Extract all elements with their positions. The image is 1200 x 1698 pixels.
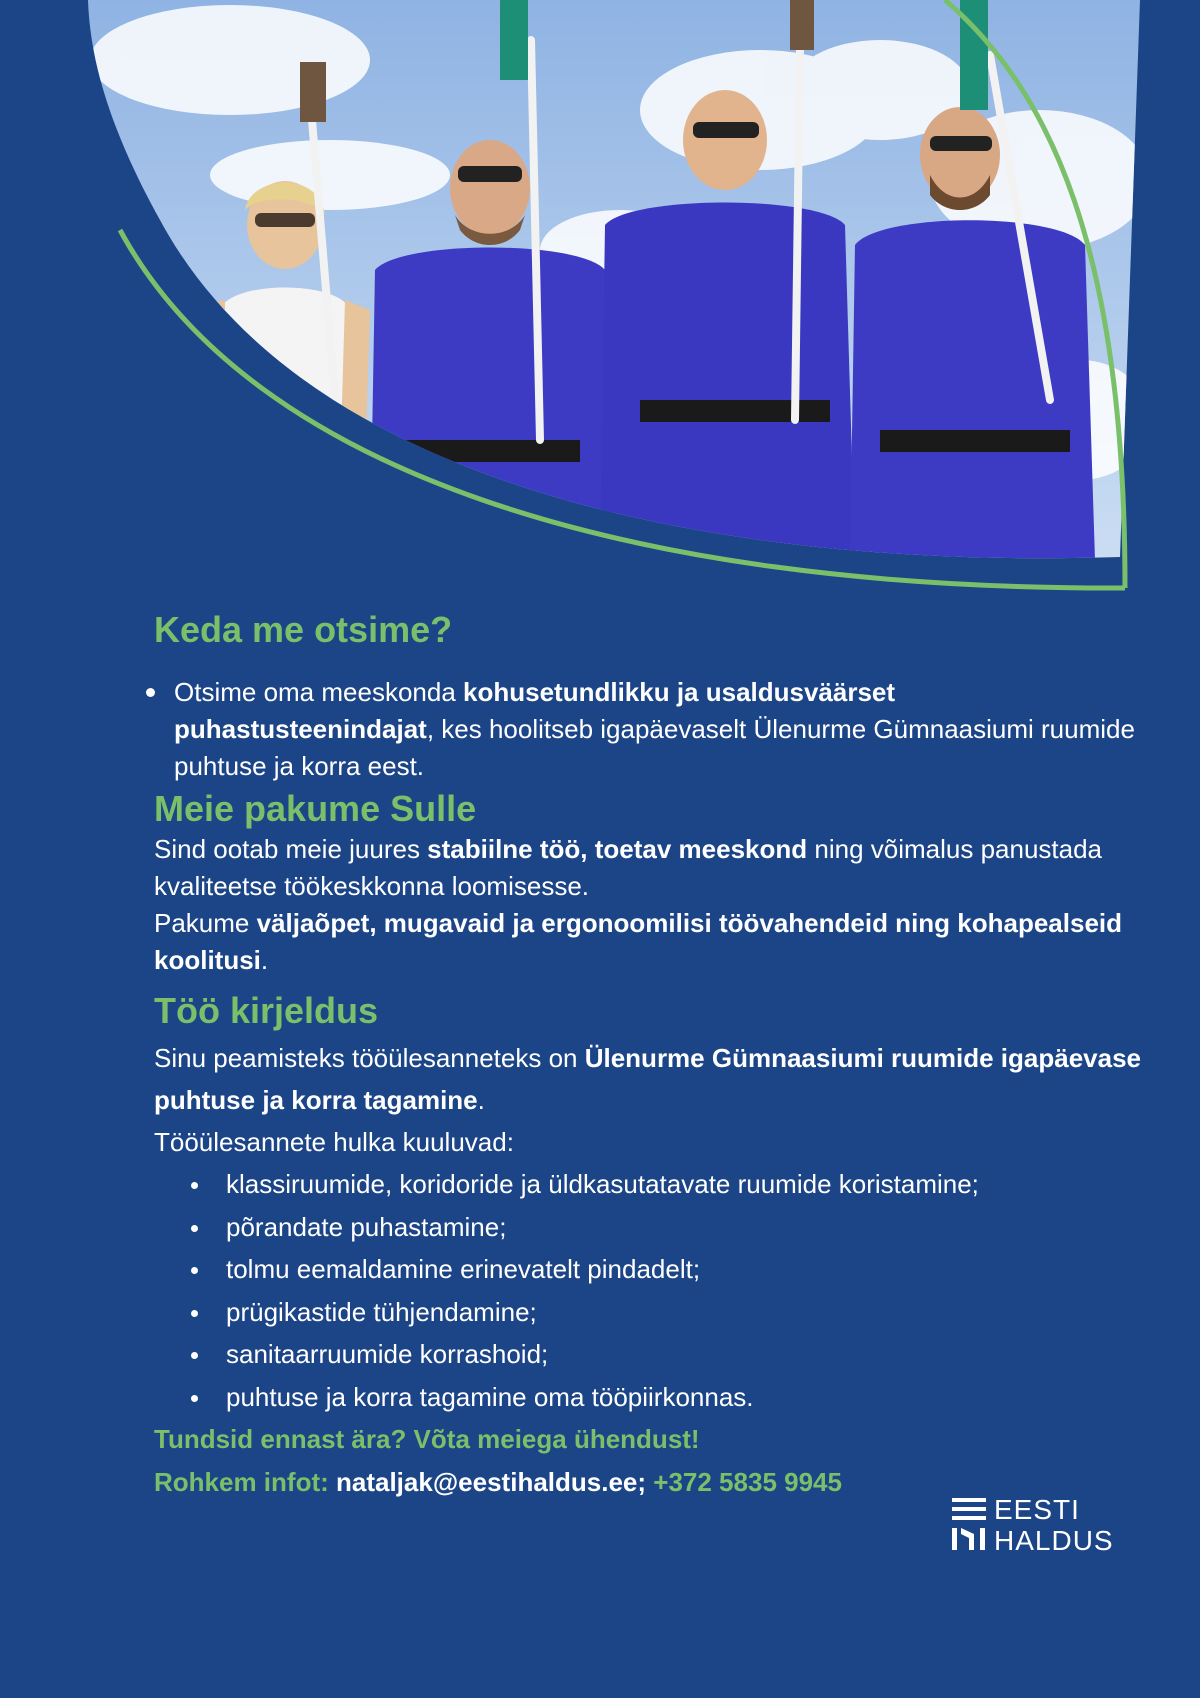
list-item: tolmu eemaldamine erinevatelt pindadelt; (154, 1248, 1144, 1291)
list-item: puhtuse ja korra tagamine oma tööpiirkonnas. (154, 1376, 1144, 1419)
offer-paragraph-1: Sind ootab meie juures stabiilne töö, toetav meeskond ning võimalus panustada kvaliteetse töökeskkonna loomisesse. (154, 834, 1103, 901)
logo-mark-icon (952, 1498, 988, 1554)
seek-list (154, 674, 1144, 785)
contact-label: Rohkem infot: (154, 1466, 336, 1497)
tasks-list (154, 1163, 1144, 1418)
heading-job-description: Töö kirjeldus (154, 990, 379, 1031)
cta-line: Tundsid ennast ära? Võta meiega ühendust! (154, 1424, 700, 1454)
list-item: põrandate puhastamine; (154, 1206, 1144, 1249)
list-item: prügikastide tühjendamine; (154, 1291, 1144, 1334)
contact-email-link[interactable]: nataljak@eestihaldus.ee; (336, 1466, 647, 1497)
list-item: klassiruumide, koridoride ja üldkasutatavate ruumide koristamine; (154, 1163, 1144, 1206)
hero-photo (0, 0, 1200, 600)
list-item: sanitaarruumide korrashoid; (154, 1333, 1144, 1376)
job-ad-content (154, 608, 1144, 1503)
heading-we-offer: Meie pakume Sulle (154, 788, 477, 829)
contact-phone-link[interactable]: +372 5835 9945 (646, 1466, 842, 1497)
eesti-haldus-logo (952, 1496, 1127, 1556)
offer-paragraph-2: Pakume väljaõpet, mugavaid ja ergonoomilisi töövahendeid ning kohapealseid koolitusi. (154, 908, 1123, 975)
tasks-intro: Tööülesannete hulka kuuluvad: (154, 1127, 514, 1157)
job-description-paragraph: Sinu peamisteks tööülesanneteks on Ülenurme Gümnaasiumi ruumide igapäevase puhtuse ja korra tagamine. (154, 1043, 1142, 1115)
list-item: Otsime oma meeskonda kohusetundlikku ja usaldusväärset puhastusteenindajat, kes hoolitseb igapäevaselt Ülenurme Gümnaasiumi ruumide puhtuse ja korra eest. (146, 674, 1144, 785)
logo-text-eesti: EESTI (994, 1494, 1080, 1525)
heading-who-we-seek: Keda me otsime? (154, 609, 453, 650)
logo-text-haldus: HALDUS (994, 1525, 1114, 1556)
